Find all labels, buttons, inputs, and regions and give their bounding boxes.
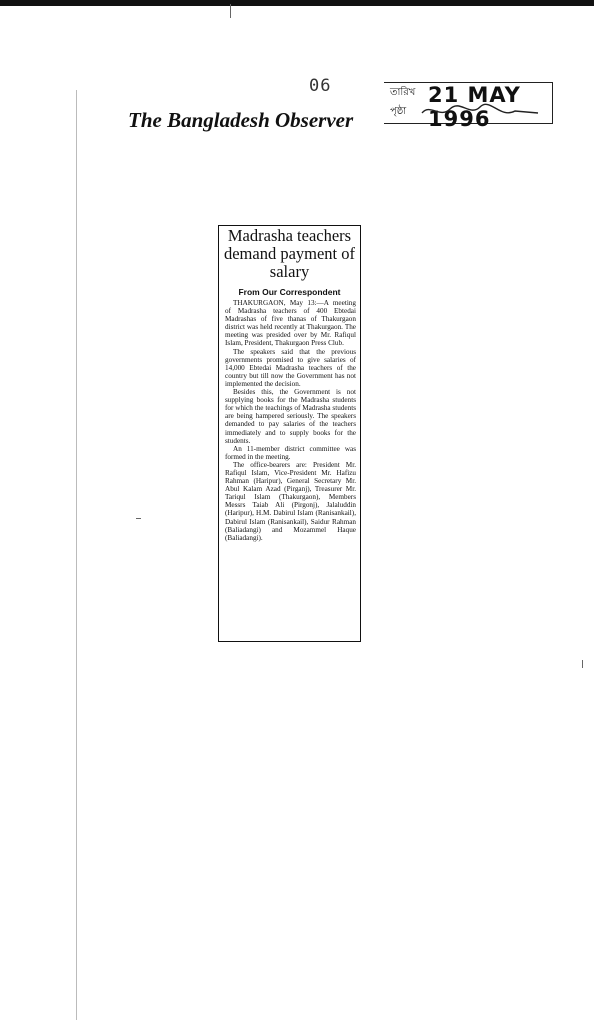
scan-top-edge: [0, 0, 594, 6]
scan-speck: [230, 4, 231, 18]
handwritten-scribble-icon: [420, 101, 540, 121]
page-number: 06: [309, 76, 332, 96]
article-byline: From Our Correspondent: [238, 287, 341, 297]
article-paragraph: The office-bearers are: President Mr. Rafiqul Islam, Vice-President Mr. Hafizu Rahman (Haripur), General Secretary Mr. Abul Kalam Azad (Pirganj), Treasurer Mr. Tariqul Islam (Thakurgaon), Members Messrs Taiab Ali (Pirgonj), Jalaluddin (Haripur), H.M. Dabirul Islam (Ranisankail), Dabirul Islam (Ranisankail), Saidur Rahman (Baliadangi) and Mozammel Haque (Baliadangi).: [225, 460, 356, 542]
article-paragraph: An 11-member district committee was formed in the meeting.: [225, 444, 356, 461]
stamp-date-label: তারিখ: [390, 87, 416, 98]
stamp-date-value: 21 MAY 1996: [428, 83, 521, 131]
newspaper-masthead: The Bangladesh Observer: [128, 108, 354, 132]
article-headline: Madrasha teachers demand payment of salary: [223, 226, 356, 281]
article-body: [219, 297, 360, 542]
scan-margin-line: [76, 90, 77, 1020]
stamp-page-label: পৃষ্ঠা: [390, 106, 407, 117]
scan-speck: [136, 518, 141, 519]
scan-speck: [582, 660, 583, 668]
newspaper-clipping: [218, 225, 361, 642]
date-stamp: [384, 82, 553, 131]
article-paragraph: THAKURGAON, May 13:—A meeting of Madrasha teachers of 400 Ebtedai Madrashas of five thanas of Thakurgaon district was held recently at Thakurgaon. The meeting was presided over by Mr. Rafiqul Islam, President, Thakurgaon Press Club.: [225, 299, 356, 348]
article-paragraph: Besides this, the Government is not supplying books for the Madrasha students for which the teachings of Madrasha students are being hampered seriously. The speakers demanded to pay salaries of the teachers immediately and to supply books for the students.: [225, 388, 356, 445]
article-paragraph: The speakers said that the previous governments promised to give salaries of 14,000 Ebtedai Madrasha teachers of the country but till now the Government has not implemented the decision.: [225, 347, 356, 388]
